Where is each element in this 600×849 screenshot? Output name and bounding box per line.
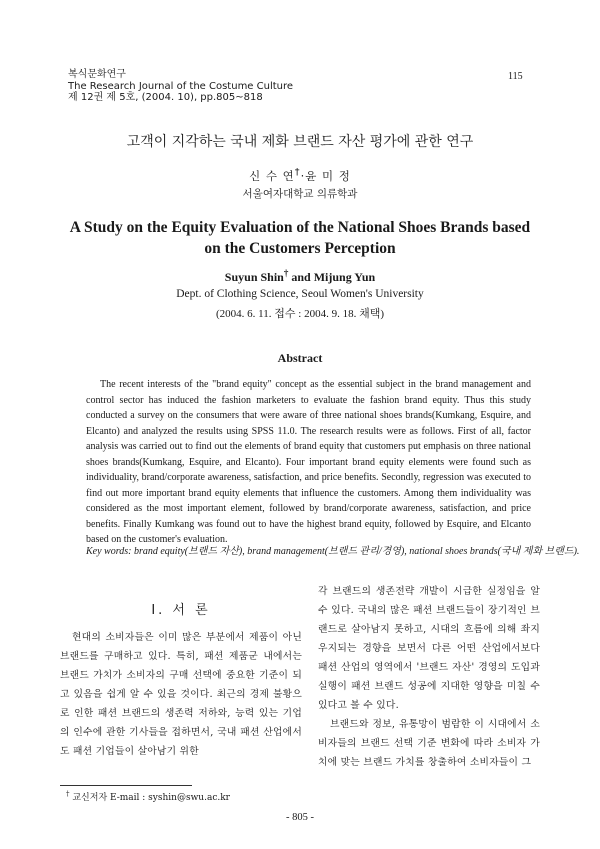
section-heading-introduction: Ⅰ. 서 론 [151, 603, 211, 618]
journal-name-ko: 복식문화연구 [68, 69, 126, 80]
journal-name-en: The Research Journal of the Costume Culture [68, 80, 294, 92]
title-korean: 고객이 지각하는 국내 제화 브랜드 자산 평가에 관한 연구 [126, 134, 474, 150]
journal-issue: 제 12권 제 5호, (2004. 10), pp.805~818 [68, 92, 263, 103]
footnote-divider [60, 785, 192, 786]
body-column-left [60, 628, 302, 761]
body-paragraph: 브랜드와 정보, 유통망이 범람한 이 시대에서 소비자들의 브랜드 선택 기준 변화에 따라 소비자 가치에 맞는 브랜드 가치를 창출하여 소비자들이 그 [318, 719, 540, 768]
title-english: A Study on the Equity Evaluation of the National Shoes Brands based on the Customers Perception [69, 219, 531, 257]
body-column-right [318, 582, 540, 772]
author-ko-rest: ·윤 미 정 [300, 168, 351, 183]
keywords: Key words: brand equity(브랜드 자산), brand management(브랜드 관리/경영), national shoes brands(국내 제화 브랜드). [86, 546, 580, 557]
author-en-rest: and Mijung Yun [288, 270, 376, 284]
affiliation-korean: 서울여자대학교 의류학과 [242, 188, 358, 200]
authors-english [0, 268, 600, 285]
footnote-mark: † [66, 790, 70, 798]
corresponding-mark-en: † [283, 268, 289, 278]
page-number-footer: - 805 - [286, 812, 314, 823]
abstract-heading: Abstract [277, 351, 323, 365]
affiliation-english: Dept. of Clothing Science, Seoul Women's University [176, 288, 424, 300]
submission-dates: (2004. 6. 11. 접수 : 2004. 9. 18. 채택) [216, 308, 384, 320]
body-paragraph: 현대의 소비자들은 이미 많은 부분에서 제품이 아닌 브랜드를 구매하고 있다. 특히, 패션 제품군 내에서는 브랜드 가치가 소비자의 구매 선택에 중요한 기준이 되고 있음을 쉽게 알 수 있을 것이다. 최근의 경제 불황으로 인한 패션 브랜드의 생존력 저하와, 능력 있는 기업의 인수에 관한 기사들을 접하면서, 국내 패션 산업에서도 패션 기업들이 살아남기 위한 [60, 632, 302, 757]
abstract-body: The recent interests of the "brand equity" concept as the essential subject in the brand management and control sector has induced the fashion marketers to evaluate the fashion brand equity. Thus this study conducted a survey on the consumers that were aware of three national shoes brands(Kumkang, Esquire, and Elcanto) and analyzed the results using SPSS 11.0. The research results were as follows. First of all, factor analysis was carried out to find out the elements of brand equity that customers put emphasis on three national shoes brands(Kumkang, Esquire, and Elcanto). Four important brand equity elements were found such as individuality, brand/corporate awareness, satisfaction, and price benefits. Secondly, regression was executed to find out more important brand equity elements that influence the customers. Among them individuality was considered as the most important element, followed by brand/corporate awareness, satisfaction, and price benefits. Finally Kumkang was found out to have the highest brand equity, followed by Esquire, and Elcanto based on the customer's evaluation. [86, 379, 531, 545]
page-number-top: 115 [508, 71, 523, 82]
footnote [66, 790, 230, 803]
journal-header [68, 69, 293, 104]
corresponding-mark-ko: † [294, 167, 301, 178]
authors-korean [0, 167, 600, 184]
author-en-first: Suyun Shin [224, 270, 284, 284]
footnote-text: 교신저자 E-mail : syshin@swu.ac.kr [69, 793, 230, 803]
body-paragraph: 각 브랜드의 생존전략 개발이 시급한 실정임을 알 수 있다. 국내의 많은 패션 브랜드들이 장기적인 브랜드로 살아남지 못하고, 시대의 흐름에 의해 좌지우지되는 경향을 보면서 다른 어떤 산업에서보다 패션 산업의 영역에서 '브랜드 자산' 경영의 도입과 실행이 패션 브랜드 성공에 지대한 영향을 미칠 수 있다고 볼 수 있다. [318, 586, 540, 711]
author-ko-first: 신 수 연 [249, 168, 295, 183]
